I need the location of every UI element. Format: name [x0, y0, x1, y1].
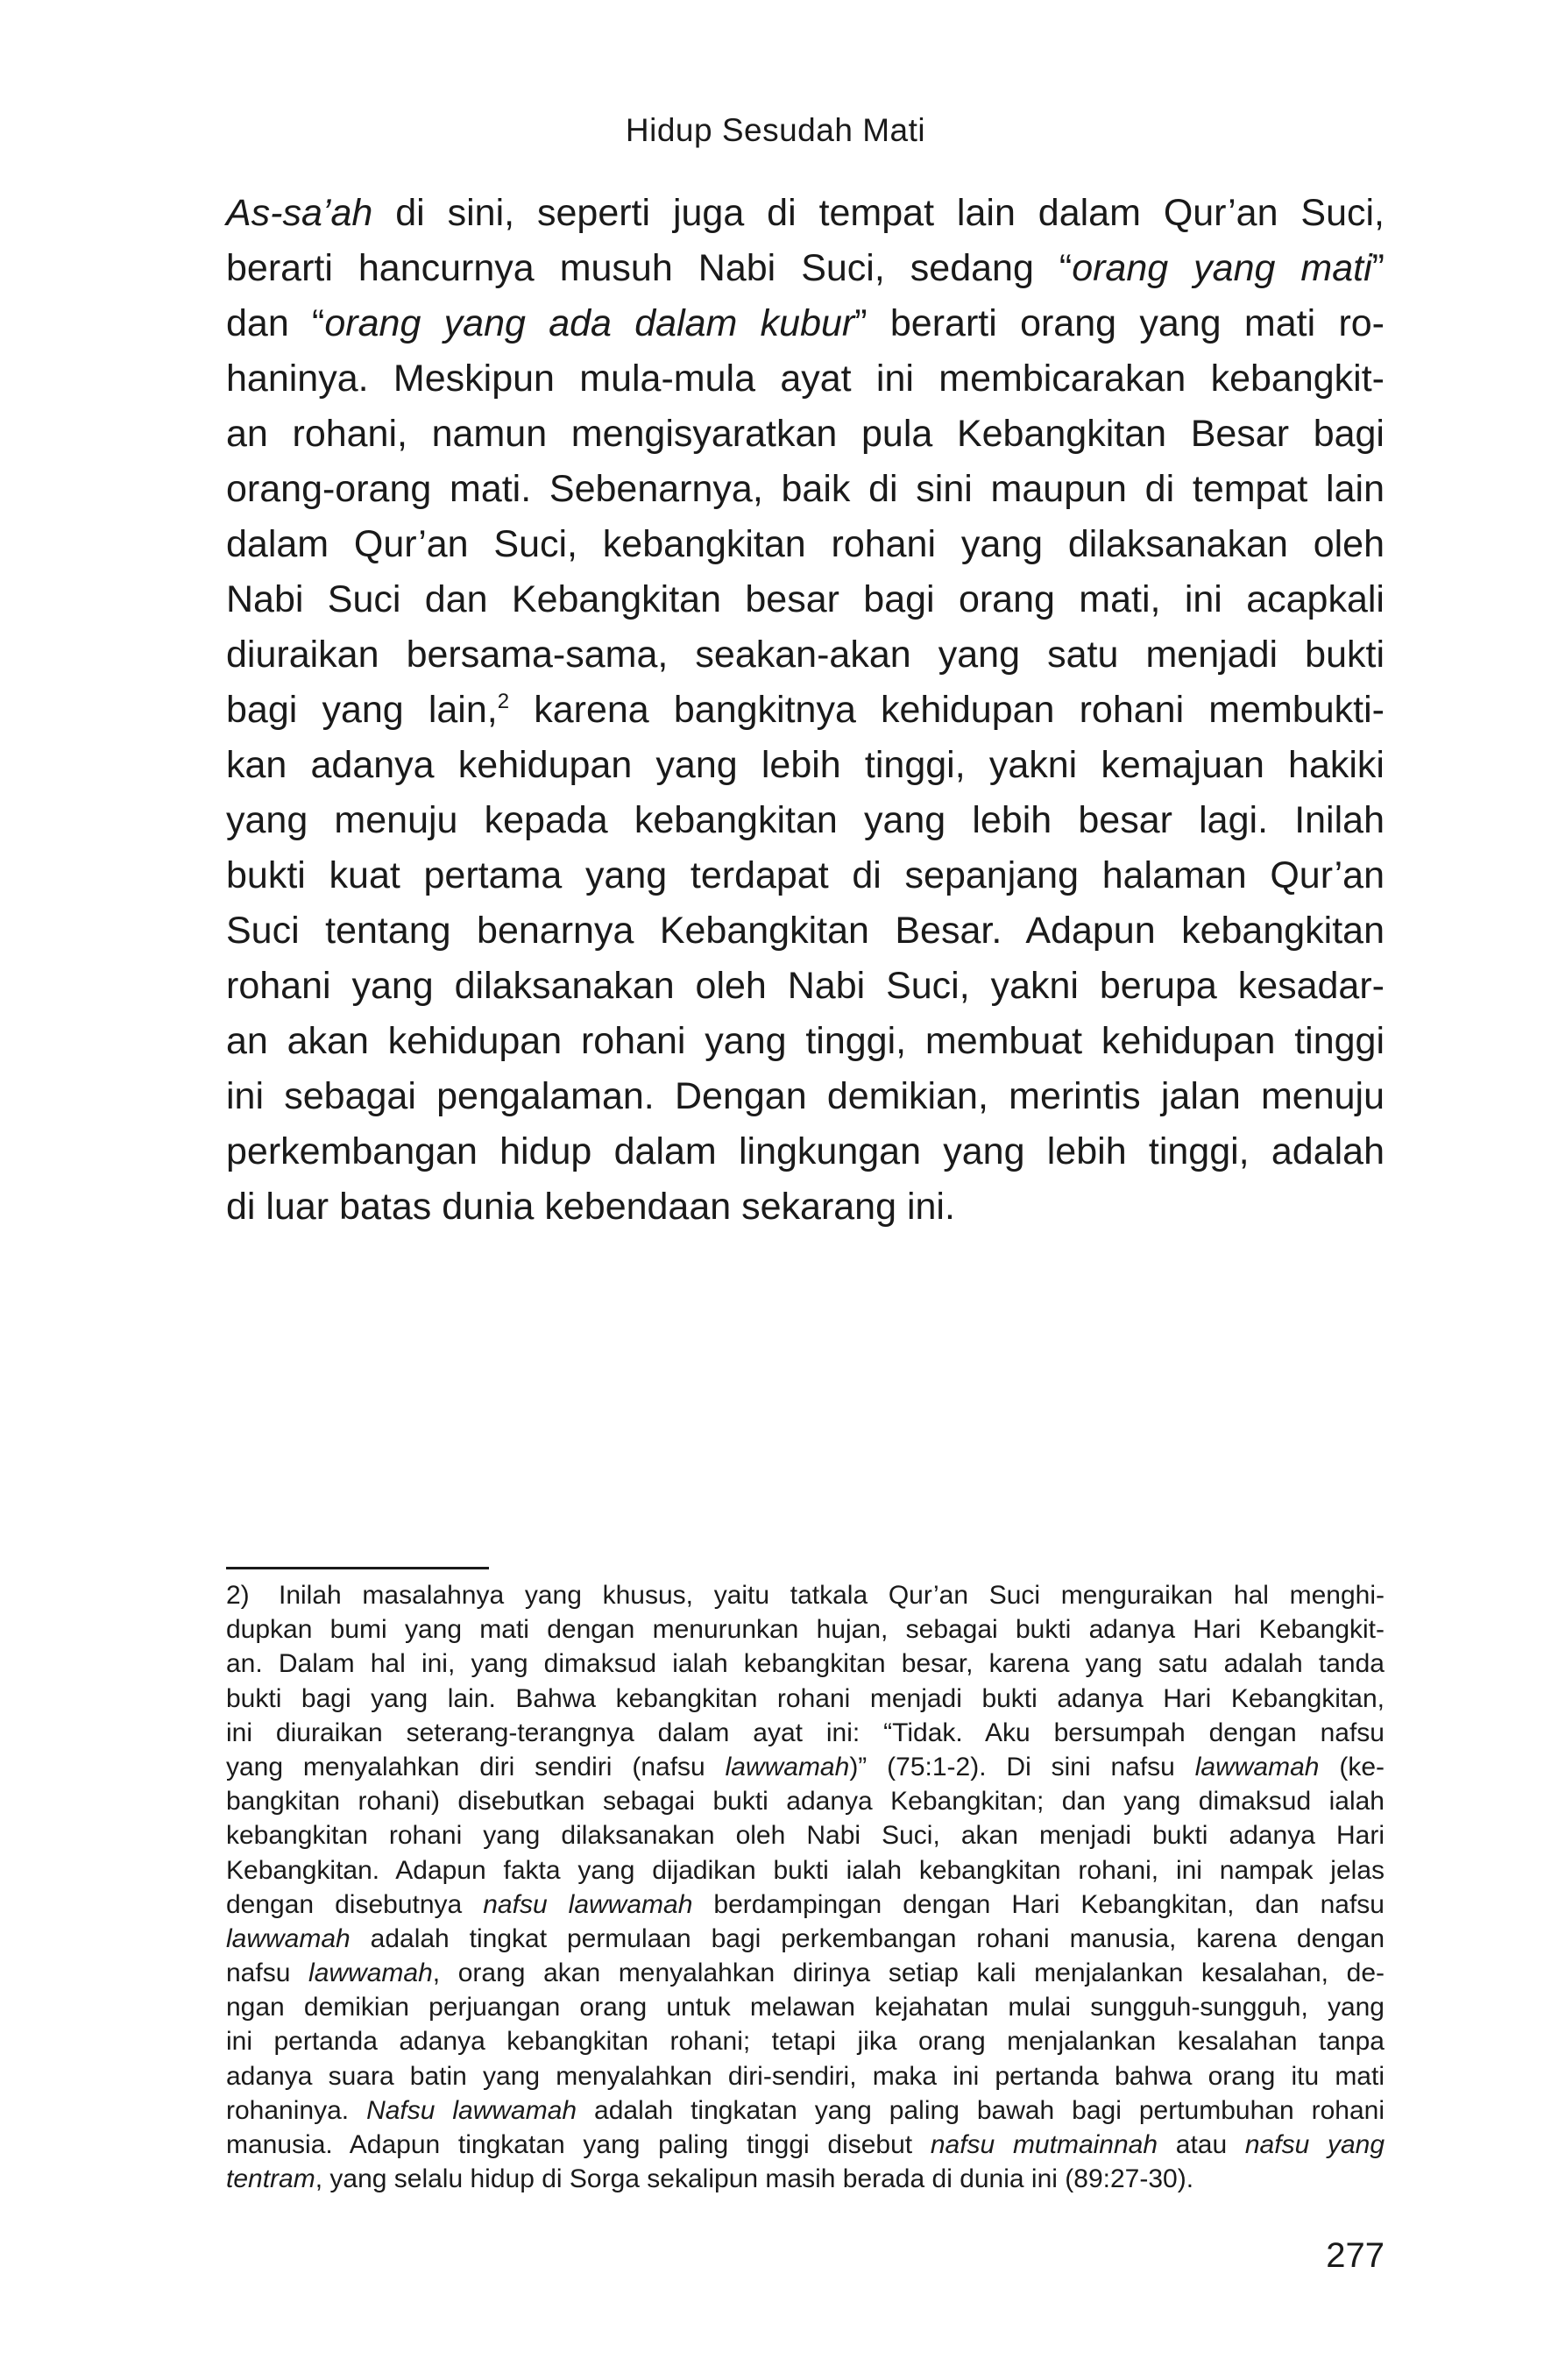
footnote-divider: [226, 1567, 489, 1569]
italic-term: lawwamah: [308, 1959, 433, 1988]
footnote-line: lawwamah adalah tingkat permulaan bagi perkembangan rohani manusia, karena dengan: [226, 1923, 1385, 1953]
text-line: diuraikan bersama-sama, seakan-akan yang satu menjadi bukti: [226, 634, 1385, 676]
footnote-number: 2): [226, 1581, 250, 1610]
text-line: Nabi Suci dan Kebangkitan besar bagi orang mati, ini acapkali: [226, 578, 1385, 620]
text-line: an akan kehidupan rohani yang tinggi, membuat kehidupan tinggi: [226, 1020, 1385, 1062]
italic-term: nafsu yang: [1244, 2130, 1385, 2159]
text-line: dan “orang yang ada dalam kubur” berarti orang yang mati ro-: [226, 302, 1385, 344]
footnote-line: dupkan bumi yang mati dengan menurunkan hujan, sebagai bukti adanya Hari Kebangkit-: [226, 1615, 1385, 1645]
text-line: bagi yang lain,$^2$ karena bangkitnya kehidupan rohani membukti-: [226, 689, 1385, 731]
text-line: di luar batas dunia kebendaan sekarang ini.: [226, 1186, 955, 1228]
text-line: perkembangan hidup dalam lingkungan yang lebih tinggi, adalah: [226, 1130, 1385, 1172]
italic-term: orang yang ada dalam kubur: [324, 302, 855, 344]
footnote-line: tentram, yang selalu hidup di Sorga sekalipun masih berada di dunia ini (89:27-30).: [226, 2164, 1194, 2194]
text-line: kan adanya kehidupan yang lebih tinggi, yakni kemajuan hakiki: [226, 744, 1385, 786]
text-line: As-sa’ah di sini, seperti juga di tempat lain dalam Qur’an Suci,: [226, 192, 1385, 234]
text-line: rohani yang dilaksanakan oleh Nabi Suci, yakni berupa kesadar-: [226, 965, 1385, 1007]
footnote-line: an. Dalam hal ini, yang dimaksud ialah kebangkitan besar, karena yang satu adalah tanda: [226, 1649, 1385, 1679]
text-line: an rohani, namun mengisyaratkan pula Kebangkitan Besar bagi: [226, 413, 1385, 455]
footnote-line: bangkitan rohani) disebutkan sebagai bukti adanya Kebangkitan; dan yang dimaksud ialah: [226, 1787, 1385, 1817]
footnote-line: ngan demikian perjuangan orang untuk melawan kejahatan mulai sungguh-sungguh, yang: [226, 1993, 1385, 2022]
text-line: haninya. Meskipun mula-mula ayat ini membicarakan kebangkit-: [226, 358, 1385, 400]
text-line: orang-orang mati. Sebenarnya, baik di sini maupun di tempat lain: [226, 468, 1385, 510]
footnote-line: yang menyalahkan diri sendiri (nafsu lawwamah)” (75:1-2). Di sini nafsu lawwamah (ke-: [226, 1752, 1385, 1781]
text-line: ini sebagai pengalaman. Dengan demikian, merintis jalan menuju: [226, 1075, 1385, 1117]
text-line: bukti kuat pertama yang terdapat di sepanjang halaman Qur’an: [226, 854, 1385, 896]
italic-term: Nafsu lawwamah: [366, 2095, 577, 2125]
italic-term: nafsu mutmainnah: [930, 2130, 1158, 2159]
footnote-line: kebangkitan rohani yang dilaksanakan oleh Nabi Suci, akan menjadi bukti adanya Hari: [226, 1821, 1385, 1851]
text-line: dalam Qur’an Suci, kebangkitan rohani yang dilaksanakan oleh: [226, 523, 1385, 565]
footnote-line: Kebangkitan. Adapun fakta yang dijadikan bukti ialah kebangkitan rohani, ini nampak jelas: [226, 1855, 1385, 1885]
footnote-line: ini diuraikan seterang-terangnya dalam ayat ini: “Tidak. Aku bersumpah dengan nafsu: [226, 1718, 1385, 1747]
text-line: yang menuju kepada kebangkitan yang lebih besar lagi. Inilah: [226, 799, 1385, 841]
italic-term: lawwamah: [1194, 1752, 1320, 1781]
footnote-line: 2) Inilah masalahnya yang khusus, yaitu tatkala Qur’an Suci menguraikan hal menghi-: [226, 1578, 1385, 1612]
italic-term: tentram: [226, 2164, 315, 2194]
footnote-line: adanya suara batin yang menyalahkan diri-sendiri, maka ini pertanda bahwa orang itu mati: [226, 2061, 1385, 2091]
footnote-line: bukti bagi yang lain. Bahwa kebangkitan rohani menjadi bukti adanya Hari Kebangkitan,: [226, 1683, 1385, 1713]
footnote-line: rohaninya. Nafsu lawwamah adalah tingkatan yang paling bawah bagi pertumbuhan rohani: [226, 2095, 1385, 2125]
footnote-reference[interactable]: 2: [497, 690, 510, 713]
italic-term: orang yang mati: [1072, 247, 1372, 289]
main-paragraph: [226, 186, 1385, 1235]
italic-term: nafsu lawwamah: [483, 1889, 693, 1919]
running-head: Hidup Sesudah Mati: [625, 112, 926, 148]
footnote-line: manusia. Adapun tingkatan yang paling tinggi disebut nafsu mutmainnah atau nafsu yang: [226, 2130, 1385, 2159]
footnote-line: dengan disebutnya nafsu lawwamah berdampingan dengan Hari Kebangkitan, dan nafsu: [226, 1889, 1385, 1919]
page-number: 277: [1326, 2236, 1385, 2275]
footnote-line: ini pertanda adanya kebangkitan rohani; tetapi jika orang menjalankan kesalahan tanpa: [226, 2027, 1385, 2057]
italic-term: lawwamah: [226, 1923, 351, 1953]
footnote: [226, 1578, 1385, 2196]
text-line: berarti hancurnya musuh Nabi Suci, sedang “orang yang mati”: [226, 247, 1385, 289]
italic-term: lawwamah: [725, 1752, 850, 1781]
footnote-line: nafsu lawwamah, orang akan menyalahkan dirinya setiap kali menjalankan kesalahan, de-: [226, 1959, 1385, 1988]
italic-term: As-sa’ah: [226, 192, 373, 234]
text-line: Suci tentang benarnya Kebangkitan Besar. Adapun kebangkitan: [226, 910, 1385, 952]
